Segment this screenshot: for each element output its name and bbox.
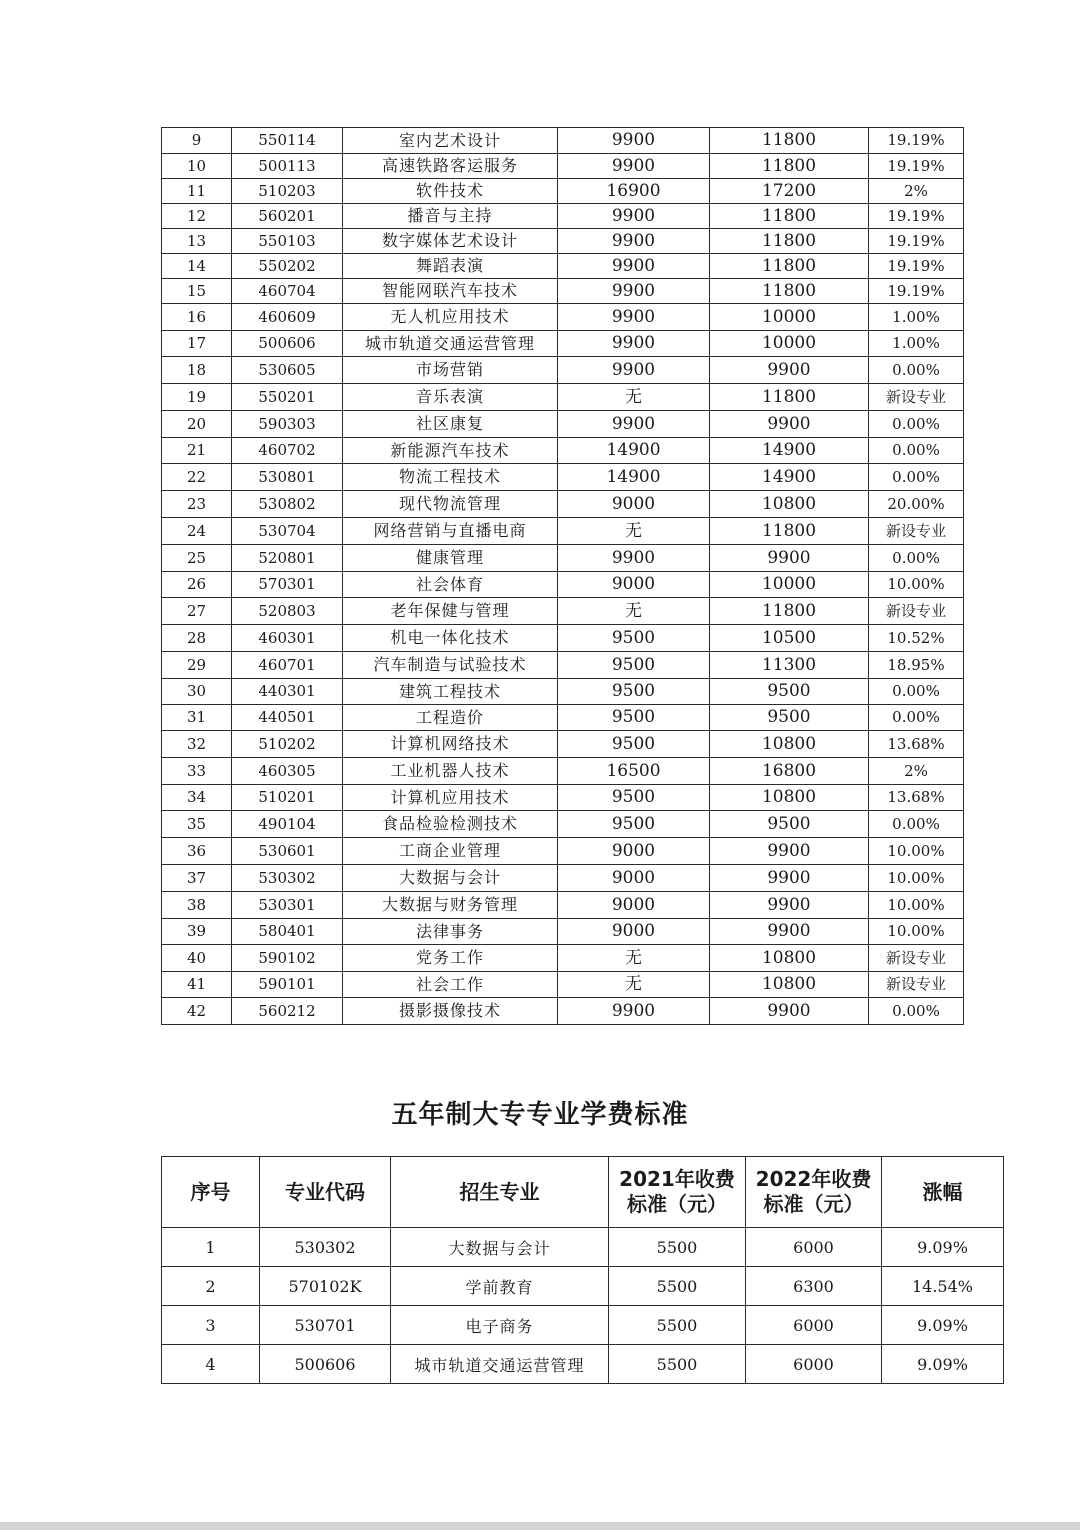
fee-2022-cell: 10000	[710, 572, 869, 598]
row-index-cell: 2	[162, 1267, 260, 1306]
table-row	[162, 652, 964, 679]
fee-2021-cell: 9900	[558, 304, 710, 331]
fee-2021-cell: 14900	[558, 438, 710, 464]
fee-2022-cell: 6000	[746, 1306, 882, 1345]
table-row	[162, 1345, 1004, 1384]
major-code-cell: 530302	[232, 865, 343, 892]
fee-2022-cell: 9500	[710, 811, 869, 838]
major-name-cell: 食品检验检测技术	[343, 811, 558, 838]
major-code-cell: 460301	[232, 625, 343, 652]
major-name-cell: 摄影摄像技术	[343, 998, 558, 1025]
increase-rate-cell: 13.68%	[869, 731, 964, 758]
table-row	[162, 254, 964, 279]
tuition-table-continued	[161, 127, 964, 1025]
increase-rate-cell: 0.00%	[869, 705, 964, 731]
increase-rate-cell: 19.19%	[869, 128, 964, 154]
row-index-cell: 18	[162, 357, 232, 384]
major-name-cell: 无人机应用技术	[343, 304, 558, 331]
five-year-tuition-table	[161, 1156, 1004, 1384]
major-code-cell: 560212	[232, 998, 343, 1025]
major-code-cell: 460704	[232, 279, 343, 304]
row-index-cell: 38	[162, 892, 232, 919]
fee-2022-cell: 16800	[710, 758, 869, 785]
fee-2021-cell: 9500	[558, 731, 710, 758]
table-row	[162, 204, 964, 229]
fee-2021-cell: 9000	[558, 892, 710, 919]
fee-2022-cell: 11800	[710, 518, 869, 545]
fee-2021-cell: 9900	[558, 128, 710, 154]
increase-rate-cell: 10.00%	[869, 572, 964, 598]
fee-2021-cell: 无	[558, 518, 710, 545]
table-row	[162, 384, 964, 411]
table-row	[162, 1267, 1004, 1306]
fee-2022-cell: 9900	[710, 919, 869, 945]
table-row	[162, 945, 964, 972]
table-row	[162, 572, 964, 598]
increase-rate-cell: 18.95%	[869, 652, 964, 679]
row-index-cell: 4	[162, 1345, 260, 1384]
fee-2022-cell: 9900	[710, 545, 869, 572]
row-index-cell: 21	[162, 438, 232, 464]
table-row	[162, 972, 964, 998]
fee-2022-cell: 6300	[746, 1267, 882, 1306]
increase-rate-cell: 19.19%	[869, 204, 964, 229]
table-row	[162, 625, 964, 652]
major-code-cell: 550103	[232, 229, 343, 254]
major-name-cell: 社会体育	[343, 572, 558, 598]
major-code-cell: 510203	[232, 179, 343, 204]
major-code-cell: 530704	[232, 518, 343, 545]
fee-2021-cell: 9900	[558, 411, 710, 438]
major-name-cell: 建筑工程技术	[343, 679, 558, 705]
major-name-cell: 物流工程技术	[343, 464, 558, 491]
increase-rate-cell: 10.00%	[869, 838, 964, 865]
fee-2022-cell: 9900	[710, 838, 869, 865]
fee-2021-cell: 14900	[558, 464, 710, 491]
fee-2022-cell: 10500	[710, 625, 869, 652]
header-fee-2022-line1: 2022年收费	[755, 1167, 872, 1191]
row-index-cell: 32	[162, 731, 232, 758]
table-row	[162, 128, 964, 154]
fee-2022-cell: 11800	[710, 254, 869, 279]
row-index-cell: 29	[162, 652, 232, 679]
major-name-cell: 工商企业管理	[343, 838, 558, 865]
header-fee-2021-line1: 2021年收费	[619, 1167, 735, 1191]
row-index-cell: 3	[162, 1306, 260, 1345]
fee-2022-cell: 14900	[710, 438, 869, 464]
section-title: 五年制大专专业学费标准	[391, 1100, 689, 1130]
major-name-cell: 播音与主持	[343, 204, 558, 229]
fee-2022-cell: 11800	[710, 128, 869, 154]
row-index-cell: 11	[162, 179, 232, 204]
major-code-cell: 590102	[232, 945, 343, 972]
fee-2021-cell: 9900	[558, 204, 710, 229]
increase-rate-cell: 19.19%	[869, 279, 964, 304]
table-row	[162, 838, 964, 865]
table-row	[162, 679, 964, 705]
header-major: 招生专业	[391, 1157, 609, 1228]
increase-rate-cell: 新设专业	[869, 598, 964, 625]
bottom-edge-bar	[0, 1522, 1080, 1530]
major-name-cell: 软件技术	[343, 179, 558, 204]
fee-2021-cell: 9900	[558, 279, 710, 304]
header-fee-2021-line2: 标准（元）	[627, 1192, 727, 1216]
major-code-cell: 510202	[232, 731, 343, 758]
increase-rate-cell: 0.00%	[869, 411, 964, 438]
row-index-cell: 23	[162, 491, 232, 518]
fee-2021-cell: 无	[558, 972, 710, 998]
major-name-cell: 工程造价	[343, 705, 558, 731]
increase-rate-cell: 2%	[869, 758, 964, 785]
increase-rate-cell: 新设专业	[869, 384, 964, 411]
fee-2021-cell: 9000	[558, 572, 710, 598]
header-fee-2022	[746, 1157, 882, 1228]
fee-2021-cell: 9500	[558, 679, 710, 705]
major-code-cell: 510201	[232, 785, 343, 811]
major-name-cell: 城市轨道交通运营管理	[391, 1345, 609, 1384]
table-row	[162, 154, 964, 179]
fee-2021-cell: 16500	[558, 758, 710, 785]
fee-2021-cell: 9500	[558, 652, 710, 679]
major-name-cell: 大数据与会计	[391, 1228, 609, 1267]
table-row	[162, 411, 964, 438]
major-code-cell: 530301	[232, 892, 343, 919]
fee-2021-cell: 9900	[558, 357, 710, 384]
row-index-cell: 10	[162, 154, 232, 179]
row-index-cell: 9	[162, 128, 232, 154]
major-code-cell: 530601	[232, 838, 343, 865]
table-row	[162, 179, 964, 204]
table-row	[162, 545, 964, 572]
fee-2022-cell: 17200	[710, 179, 869, 204]
increase-rate-cell: 19.19%	[869, 229, 964, 254]
increase-rate-cell: 1.00%	[869, 304, 964, 331]
fee-2022-cell: 9900	[710, 411, 869, 438]
major-name-cell: 市场营销	[343, 357, 558, 384]
fee-2022-cell: 11800	[710, 598, 869, 625]
fee-2022-cell: 9500	[710, 705, 869, 731]
major-name-cell: 高速铁路客运服务	[343, 154, 558, 179]
increase-rate-cell: 2%	[869, 179, 964, 204]
increase-rate-cell: 新设专业	[869, 945, 964, 972]
row-index-cell: 24	[162, 518, 232, 545]
header-code: 专业代码	[260, 1157, 391, 1228]
increase-rate-cell: 0.00%	[869, 998, 964, 1025]
fee-2022-cell: 9500	[710, 679, 869, 705]
header-fee-2021	[609, 1157, 746, 1228]
table-row	[162, 304, 964, 331]
table-row	[162, 438, 964, 464]
fee-2021-cell: 5500	[609, 1267, 746, 1306]
fee-2022-cell: 6000	[746, 1228, 882, 1267]
major-name-cell: 数字媒体艺术设计	[343, 229, 558, 254]
row-index-cell: 17	[162, 331, 232, 357]
major-code-cell: 570102K	[260, 1267, 391, 1306]
major-name-cell: 党务工作	[343, 945, 558, 972]
fee-2021-cell: 5500	[609, 1228, 746, 1267]
row-index-cell: 39	[162, 919, 232, 945]
tuition-table-body	[162, 128, 964, 1025]
major-code-cell: 460609	[232, 304, 343, 331]
table-row	[162, 785, 964, 811]
fee-2021-cell: 5500	[609, 1306, 746, 1345]
fee-2021-cell: 9900	[558, 229, 710, 254]
row-index-cell: 41	[162, 972, 232, 998]
major-name-cell: 学前教育	[391, 1267, 609, 1306]
table-row	[162, 998, 964, 1025]
major-name-cell: 音乐表演	[343, 384, 558, 411]
table-row	[162, 229, 964, 254]
fee-2022-cell: 9900	[710, 357, 869, 384]
fee-2022-cell: 10800	[710, 491, 869, 518]
fee-2022-cell: 10800	[710, 731, 869, 758]
row-index-cell: 25	[162, 545, 232, 572]
fee-2021-cell: 9000	[558, 491, 710, 518]
row-index-cell: 14	[162, 254, 232, 279]
increase-rate-cell: 新设专业	[869, 972, 964, 998]
table-row	[162, 758, 964, 785]
increase-rate-cell: 9.09%	[882, 1228, 1004, 1267]
major-name-cell: 计算机应用技术	[343, 785, 558, 811]
major-code-cell: 590101	[232, 972, 343, 998]
table-row	[162, 705, 964, 731]
fee-2021-cell: 9900	[558, 545, 710, 572]
major-code-cell: 440301	[232, 679, 343, 705]
table-row	[162, 279, 964, 304]
row-index-cell: 22	[162, 464, 232, 491]
table-row	[162, 1306, 1004, 1345]
row-index-cell: 35	[162, 811, 232, 838]
fee-2022-cell: 11800	[710, 204, 869, 229]
increase-rate-cell: 10.00%	[869, 892, 964, 919]
fee-2021-cell: 9500	[558, 785, 710, 811]
major-name-cell: 舞蹈表演	[343, 254, 558, 279]
table-row	[162, 1228, 1004, 1267]
fee-2022-cell: 10800	[710, 785, 869, 811]
increase-rate-cell: 0.00%	[869, 679, 964, 705]
header-index: 序号	[162, 1157, 260, 1228]
row-index-cell: 36	[162, 838, 232, 865]
major-name-cell: 汽车制造与试验技术	[343, 652, 558, 679]
five-year-table-body	[162, 1228, 1004, 1384]
major-name-cell: 大数据与会计	[343, 865, 558, 892]
increase-rate-cell: 0.00%	[869, 464, 964, 491]
row-index-cell: 16	[162, 304, 232, 331]
row-index-cell: 31	[162, 705, 232, 731]
major-code-cell: 490104	[232, 811, 343, 838]
major-name-cell: 室内艺术设计	[343, 128, 558, 154]
major-name-cell: 计算机网络技术	[343, 731, 558, 758]
fee-2022-cell: 6000	[746, 1345, 882, 1384]
table-row	[162, 491, 964, 518]
row-index-cell: 19	[162, 384, 232, 411]
increase-rate-cell: 10.00%	[869, 919, 964, 945]
table-row	[162, 731, 964, 758]
fee-2021-cell: 9900	[558, 154, 710, 179]
increase-rate-cell: 1.00%	[869, 331, 964, 357]
table-row	[162, 357, 964, 384]
increase-rate-cell: 19.19%	[869, 154, 964, 179]
major-name-cell: 健康管理	[343, 545, 558, 572]
major-name-cell: 社会工作	[343, 972, 558, 998]
increase-rate-cell: 10.00%	[869, 865, 964, 892]
row-index-cell: 40	[162, 945, 232, 972]
row-index-cell: 20	[162, 411, 232, 438]
major-code-cell: 500606	[260, 1345, 391, 1384]
fee-2021-cell: 9500	[558, 625, 710, 652]
fee-2021-cell: 9000	[558, 838, 710, 865]
fee-2022-cell: 10000	[710, 331, 869, 357]
row-index-cell: 1	[162, 1228, 260, 1267]
fee-2021-cell: 无	[558, 598, 710, 625]
major-code-cell: 550114	[232, 128, 343, 154]
increase-rate-cell: 新设专业	[869, 518, 964, 545]
major-name-cell: 电子商务	[391, 1306, 609, 1345]
fee-2021-cell: 16900	[558, 179, 710, 204]
table-row	[162, 811, 964, 838]
row-index-cell: 12	[162, 204, 232, 229]
row-index-cell: 30	[162, 679, 232, 705]
header-fee-2022-line2: 标准（元）	[763, 1192, 864, 1216]
major-name-cell: 现代物流管理	[343, 491, 558, 518]
fee-2021-cell: 9000	[558, 865, 710, 892]
row-index-cell: 33	[162, 758, 232, 785]
major-name-cell: 机电一体化技术	[343, 625, 558, 652]
major-code-cell: 460702	[232, 438, 343, 464]
increase-rate-cell: 9.09%	[882, 1345, 1004, 1384]
fee-2022-cell: 11300	[710, 652, 869, 679]
fee-2021-cell: 无	[558, 384, 710, 411]
major-code-cell: 550201	[232, 384, 343, 411]
major-code-cell: 550202	[232, 254, 343, 279]
major-code-cell: 590303	[232, 411, 343, 438]
fee-2021-cell: 9500	[558, 705, 710, 731]
increase-rate-cell: 0.00%	[869, 357, 964, 384]
increase-rate-cell: 9.09%	[882, 1306, 1004, 1345]
fee-2022-cell: 9900	[710, 892, 869, 919]
major-name-cell: 城市轨道交通运营管理	[343, 331, 558, 357]
increase-rate-cell: 19.19%	[869, 254, 964, 279]
row-index-cell: 26	[162, 572, 232, 598]
major-code-cell: 580401	[232, 919, 343, 945]
fee-2022-cell: 9900	[710, 998, 869, 1025]
table-row	[162, 865, 964, 892]
fee-2021-cell: 9000	[558, 919, 710, 945]
fee-2021-cell: 9900	[558, 998, 710, 1025]
major-code-cell: 500606	[232, 331, 343, 357]
fee-2022-cell: 9900	[710, 865, 869, 892]
major-code-cell: 500113	[232, 154, 343, 179]
table-row	[162, 518, 964, 545]
major-name-cell: 网络营销与直播电商	[343, 518, 558, 545]
fee-2022-cell: 11800	[710, 229, 869, 254]
fee-2022-cell: 14900	[710, 464, 869, 491]
major-code-cell: 530701	[260, 1306, 391, 1345]
table-row	[162, 331, 964, 357]
fee-2021-cell: 无	[558, 945, 710, 972]
major-name-cell: 大数据与财务管理	[343, 892, 558, 919]
table-row	[162, 598, 964, 625]
fee-2022-cell: 10800	[710, 972, 869, 998]
header-row	[162, 1157, 1004, 1228]
increase-rate-cell: 14.54%	[882, 1267, 1004, 1306]
major-code-cell: 570301	[232, 572, 343, 598]
fee-2021-cell: 9500	[558, 811, 710, 838]
fee-2022-cell: 10800	[710, 945, 869, 972]
row-index-cell: 34	[162, 785, 232, 811]
major-code-cell: 530802	[232, 491, 343, 518]
fee-2021-cell: 9900	[558, 331, 710, 357]
major-code-cell: 440501	[232, 705, 343, 731]
row-index-cell: 28	[162, 625, 232, 652]
increase-rate-cell: 10.52%	[869, 625, 964, 652]
major-code-cell: 460305	[232, 758, 343, 785]
major-code-cell: 520801	[232, 545, 343, 572]
table-row	[162, 892, 964, 919]
major-name-cell: 法律事务	[343, 919, 558, 945]
increase-rate-cell: 0.00%	[869, 545, 964, 572]
fee-2021-cell: 9900	[558, 254, 710, 279]
major-name-cell: 工业机器人技术	[343, 758, 558, 785]
major-code-cell: 560201	[232, 204, 343, 229]
row-index-cell: 13	[162, 229, 232, 254]
row-index-cell: 27	[162, 598, 232, 625]
header-increase: 涨幅	[882, 1157, 1004, 1228]
major-name-cell: 新能源汽车技术	[343, 438, 558, 464]
increase-rate-cell: 0.00%	[869, 811, 964, 838]
major-name-cell: 智能网联汽车技术	[343, 279, 558, 304]
fee-2022-cell: 10000	[710, 304, 869, 331]
major-code-cell: 520803	[232, 598, 343, 625]
fee-2022-cell: 11800	[710, 154, 869, 179]
increase-rate-cell: 0.00%	[869, 438, 964, 464]
major-code-cell: 530801	[232, 464, 343, 491]
major-name-cell: 社区康复	[343, 411, 558, 438]
major-name-cell: 老年保健与管理	[343, 598, 558, 625]
table-row	[162, 464, 964, 491]
row-index-cell: 37	[162, 865, 232, 892]
major-code-cell: 530605	[232, 357, 343, 384]
major-code-cell: 530302	[260, 1228, 391, 1267]
increase-rate-cell: 20.00%	[869, 491, 964, 518]
table-row	[162, 919, 964, 945]
row-index-cell: 42	[162, 998, 232, 1025]
fee-2021-cell: 5500	[609, 1345, 746, 1384]
row-index-cell: 15	[162, 279, 232, 304]
fee-2022-cell: 11800	[710, 279, 869, 304]
major-code-cell: 460701	[232, 652, 343, 679]
fee-2022-cell: 11800	[710, 384, 869, 411]
increase-rate-cell: 13.68%	[869, 785, 964, 811]
